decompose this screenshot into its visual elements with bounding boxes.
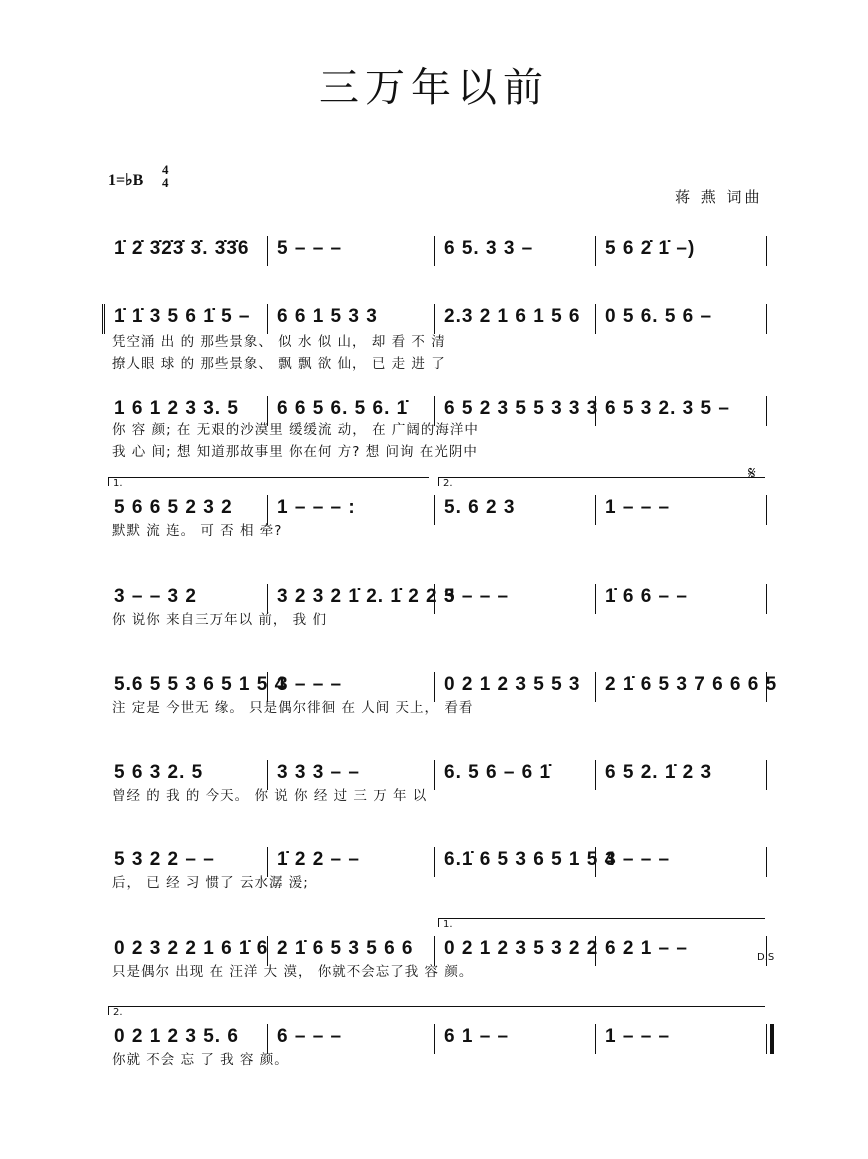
bar-line [595, 304, 596, 334]
key-signature: 1=♭B [108, 172, 144, 189]
bar-line [595, 236, 596, 266]
measure-notes: 1 – – – : [277, 497, 356, 518]
score-row [108, 752, 768, 812]
bar-line [595, 495, 596, 525]
bar-line [434, 584, 435, 614]
measure-notes: 0 2 3 2 2 1 6 1̇ 6 [114, 938, 269, 959]
bar-line [595, 584, 596, 614]
time-top: 4 [162, 162, 169, 177]
measure [599, 487, 764, 527]
bar-line [595, 672, 596, 702]
measure-notes: 1 – – – [605, 1026, 671, 1047]
measure-notes: 3 – – – [605, 849, 671, 870]
measure-notes: 0 5 6. 5 6 – [605, 306, 713, 327]
score-row [108, 478, 768, 547]
score-row [108, 919, 768, 988]
score-row [108, 1007, 768, 1076]
measure-notes: 3 3 3 – – [277, 762, 360, 783]
bar-line [766, 495, 767, 525]
measure-notes: 3 – – – [277, 674, 343, 695]
repeat-start-bar [102, 304, 108, 334]
measure [271, 487, 434, 527]
time-signature [162, 163, 169, 189]
measure [599, 228, 764, 268]
measure [271, 1016, 434, 1056]
measure-notes: 1 6 1 2 3 3. 5 [114, 398, 239, 419]
time-bottom: 4 [162, 175, 169, 190]
measure-notes: 5 3 2 2 – – [114, 849, 215, 870]
measure [438, 576, 596, 616]
score-row [108, 296, 768, 372]
measure-notes: 5.6 5 5 3 6 5 1 5 4 [114, 674, 287, 695]
score-row [108, 576, 768, 636]
score-row [108, 228, 768, 288]
bar-line [434, 760, 435, 790]
segno-mark: 𝄋 [748, 463, 756, 484]
measure-notes: 3 – – 3 2 [114, 586, 197, 607]
ds-mark: D.S [757, 952, 775, 963]
measure-notes: 6 2 1 – – [605, 938, 688, 959]
measure [271, 228, 434, 268]
lyric-line: 凭空涌 出 的 那些景象、 似 水 似 山， 却 看 不 清 [112, 334, 446, 350]
measure-notes: 5 6 2̇ 1̇ –) [605, 238, 696, 259]
volta-label: 1. [443, 919, 453, 930]
lyric-line: 只是偶尔 出现 在 汪洋 大 漠， 你就不会忘了我 容 颜。 [112, 964, 474, 980]
measure [599, 1016, 764, 1056]
measure-notes: 5 6 3 2. 5 [114, 762, 204, 783]
bar-line [595, 396, 596, 426]
measure-notes: 5 – – – [277, 238, 343, 259]
bar-line [434, 236, 435, 266]
measure [438, 1016, 596, 1056]
measure [599, 928, 764, 968]
measure-notes: 2 1̇ 6 5 3 7 6 6 6 5 [605, 674, 778, 695]
bar-line [434, 495, 435, 525]
score-row [108, 664, 778, 724]
lyric-line: 你 容 颜; 在 无艰的沙漠里 缓缓流 动， 在 广阔的海洋中 [112, 422, 479, 438]
bar-line [434, 847, 435, 877]
measure [599, 839, 764, 879]
measure-notes: 5 – – – [444, 586, 510, 607]
measure [599, 388, 764, 428]
bar-line [595, 760, 596, 790]
volta-first-ending [438, 918, 765, 930]
author-credit: 蒋 燕 词曲 [675, 188, 763, 206]
bar-line [766, 304, 767, 334]
bar-line [434, 1024, 435, 1054]
measure-notes: 0 2 1 2 3 5 3 2 2 [444, 938, 599, 959]
volta-second-ending [108, 1006, 765, 1018]
measure [599, 576, 764, 616]
lyric-line: 默默 流 连。 可 否 相 牵? [112, 523, 283, 539]
lyric-line: 撩人眼 球 的 那些景象、 飘 飘 欲 仙， 已 走 进 了 [112, 356, 446, 372]
measure-notes: 6.1̇ 6 5 3 6 5 1 5 4 [444, 849, 617, 870]
measure-notes: 5 6 6 5 2 3 2 [114, 497, 233, 518]
volta-label: 1. [113, 478, 123, 489]
measure-notes: 1̇ 6 6 – – [605, 586, 688, 607]
measure-notes: 6 5 3 2. 3 5 – [605, 398, 730, 419]
lyric-line: 注 定是 今世无 缘。 只是偶尔徘徊 在 人间 天上， 看看 [112, 700, 474, 716]
score-row [108, 839, 768, 899]
bar-line [595, 936, 596, 966]
measure-notes: 6 5. 3 3 – [444, 238, 534, 259]
measure [438, 228, 596, 268]
volta-first-ending [108, 477, 429, 489]
lyric-line: 曾经 的 我 的 今天。 你 说 你 经 过 三 万 年 以 [112, 788, 428, 804]
volta-label: 2. [443, 478, 453, 489]
measure [599, 752, 764, 792]
bar-line [766, 760, 767, 790]
lyric-line: 你就 不会 忘 了 我 容 颜。 [112, 1052, 289, 1068]
volta-label: 2. [113, 1007, 123, 1018]
bar-line [766, 236, 767, 266]
measure [438, 839, 617, 879]
measure-notes: 6 – – – [277, 1026, 343, 1047]
lyric-line: 后， 已 经 习 惯了 云水潺 湲; [112, 875, 309, 891]
measure-notes: 5. 6 2 3 [444, 497, 516, 518]
bar-line [766, 396, 767, 426]
measure-notes: 2.3 2 1 6 1 5 6 [444, 306, 581, 327]
bar-line [766, 672, 767, 702]
measure-notes: 6 1 – – [444, 1026, 510, 1047]
measure-notes: 1 – – – [605, 497, 671, 518]
measure-notes: 2 1̇ 6 5 3 5 6 6 [277, 938, 414, 959]
page-title: 三万年以前 [319, 65, 549, 111]
bar-line [595, 1024, 596, 1054]
measure-notes: 0 2 1 2 3 5. 6 [114, 1026, 239, 1047]
measure-notes: 1̇ 2 2 – – [277, 849, 360, 870]
measure-notes: 3 2 3 2 1̇ 2. 1̇ 2 2 3 [277, 586, 456, 607]
measure-notes: 6 6 1 5 3 3 [277, 306, 378, 327]
measure [108, 228, 268, 268]
bar-line [766, 847, 767, 877]
score-row [108, 388, 768, 460]
measure [438, 296, 596, 336]
measure-notes: 6 5 2. 1̇ 2 3 [605, 762, 713, 783]
measure [438, 487, 596, 527]
bar-line [267, 236, 268, 266]
lyric-line: 我 心 间; 想 知道那故事里 你在何 方? 想 问询 在光阴中 [112, 444, 478, 460]
measure-notes: 6 6 5 6. 5 6. 1̇ [277, 398, 409, 419]
volta-second-ending [438, 477, 765, 489]
measure-notes: 1̇ 1̇ 3 5 6 1̇ 5 – [114, 306, 251, 327]
bar-line [766, 584, 767, 614]
measure-notes: 0 2 1 2 3 5 5 3 [444, 674, 581, 695]
measure-notes: 1̇ 2̇ 3̇2̇3̇ 3̇. 3̇3̇6 [114, 238, 250, 259]
lyric-line: 你 说你 来自三万年以 前， 我 们 [112, 612, 327, 628]
measure-notes: 6 5 2 3 5 5 3 3 3 [444, 398, 599, 419]
final-bar-line [766, 1024, 767, 1054]
measure-notes: 6. 5 6 – 6 1̇ [444, 762, 552, 783]
bar-line [595, 847, 596, 877]
measure [599, 664, 778, 704]
measure [438, 752, 596, 792]
measure [599, 296, 764, 336]
